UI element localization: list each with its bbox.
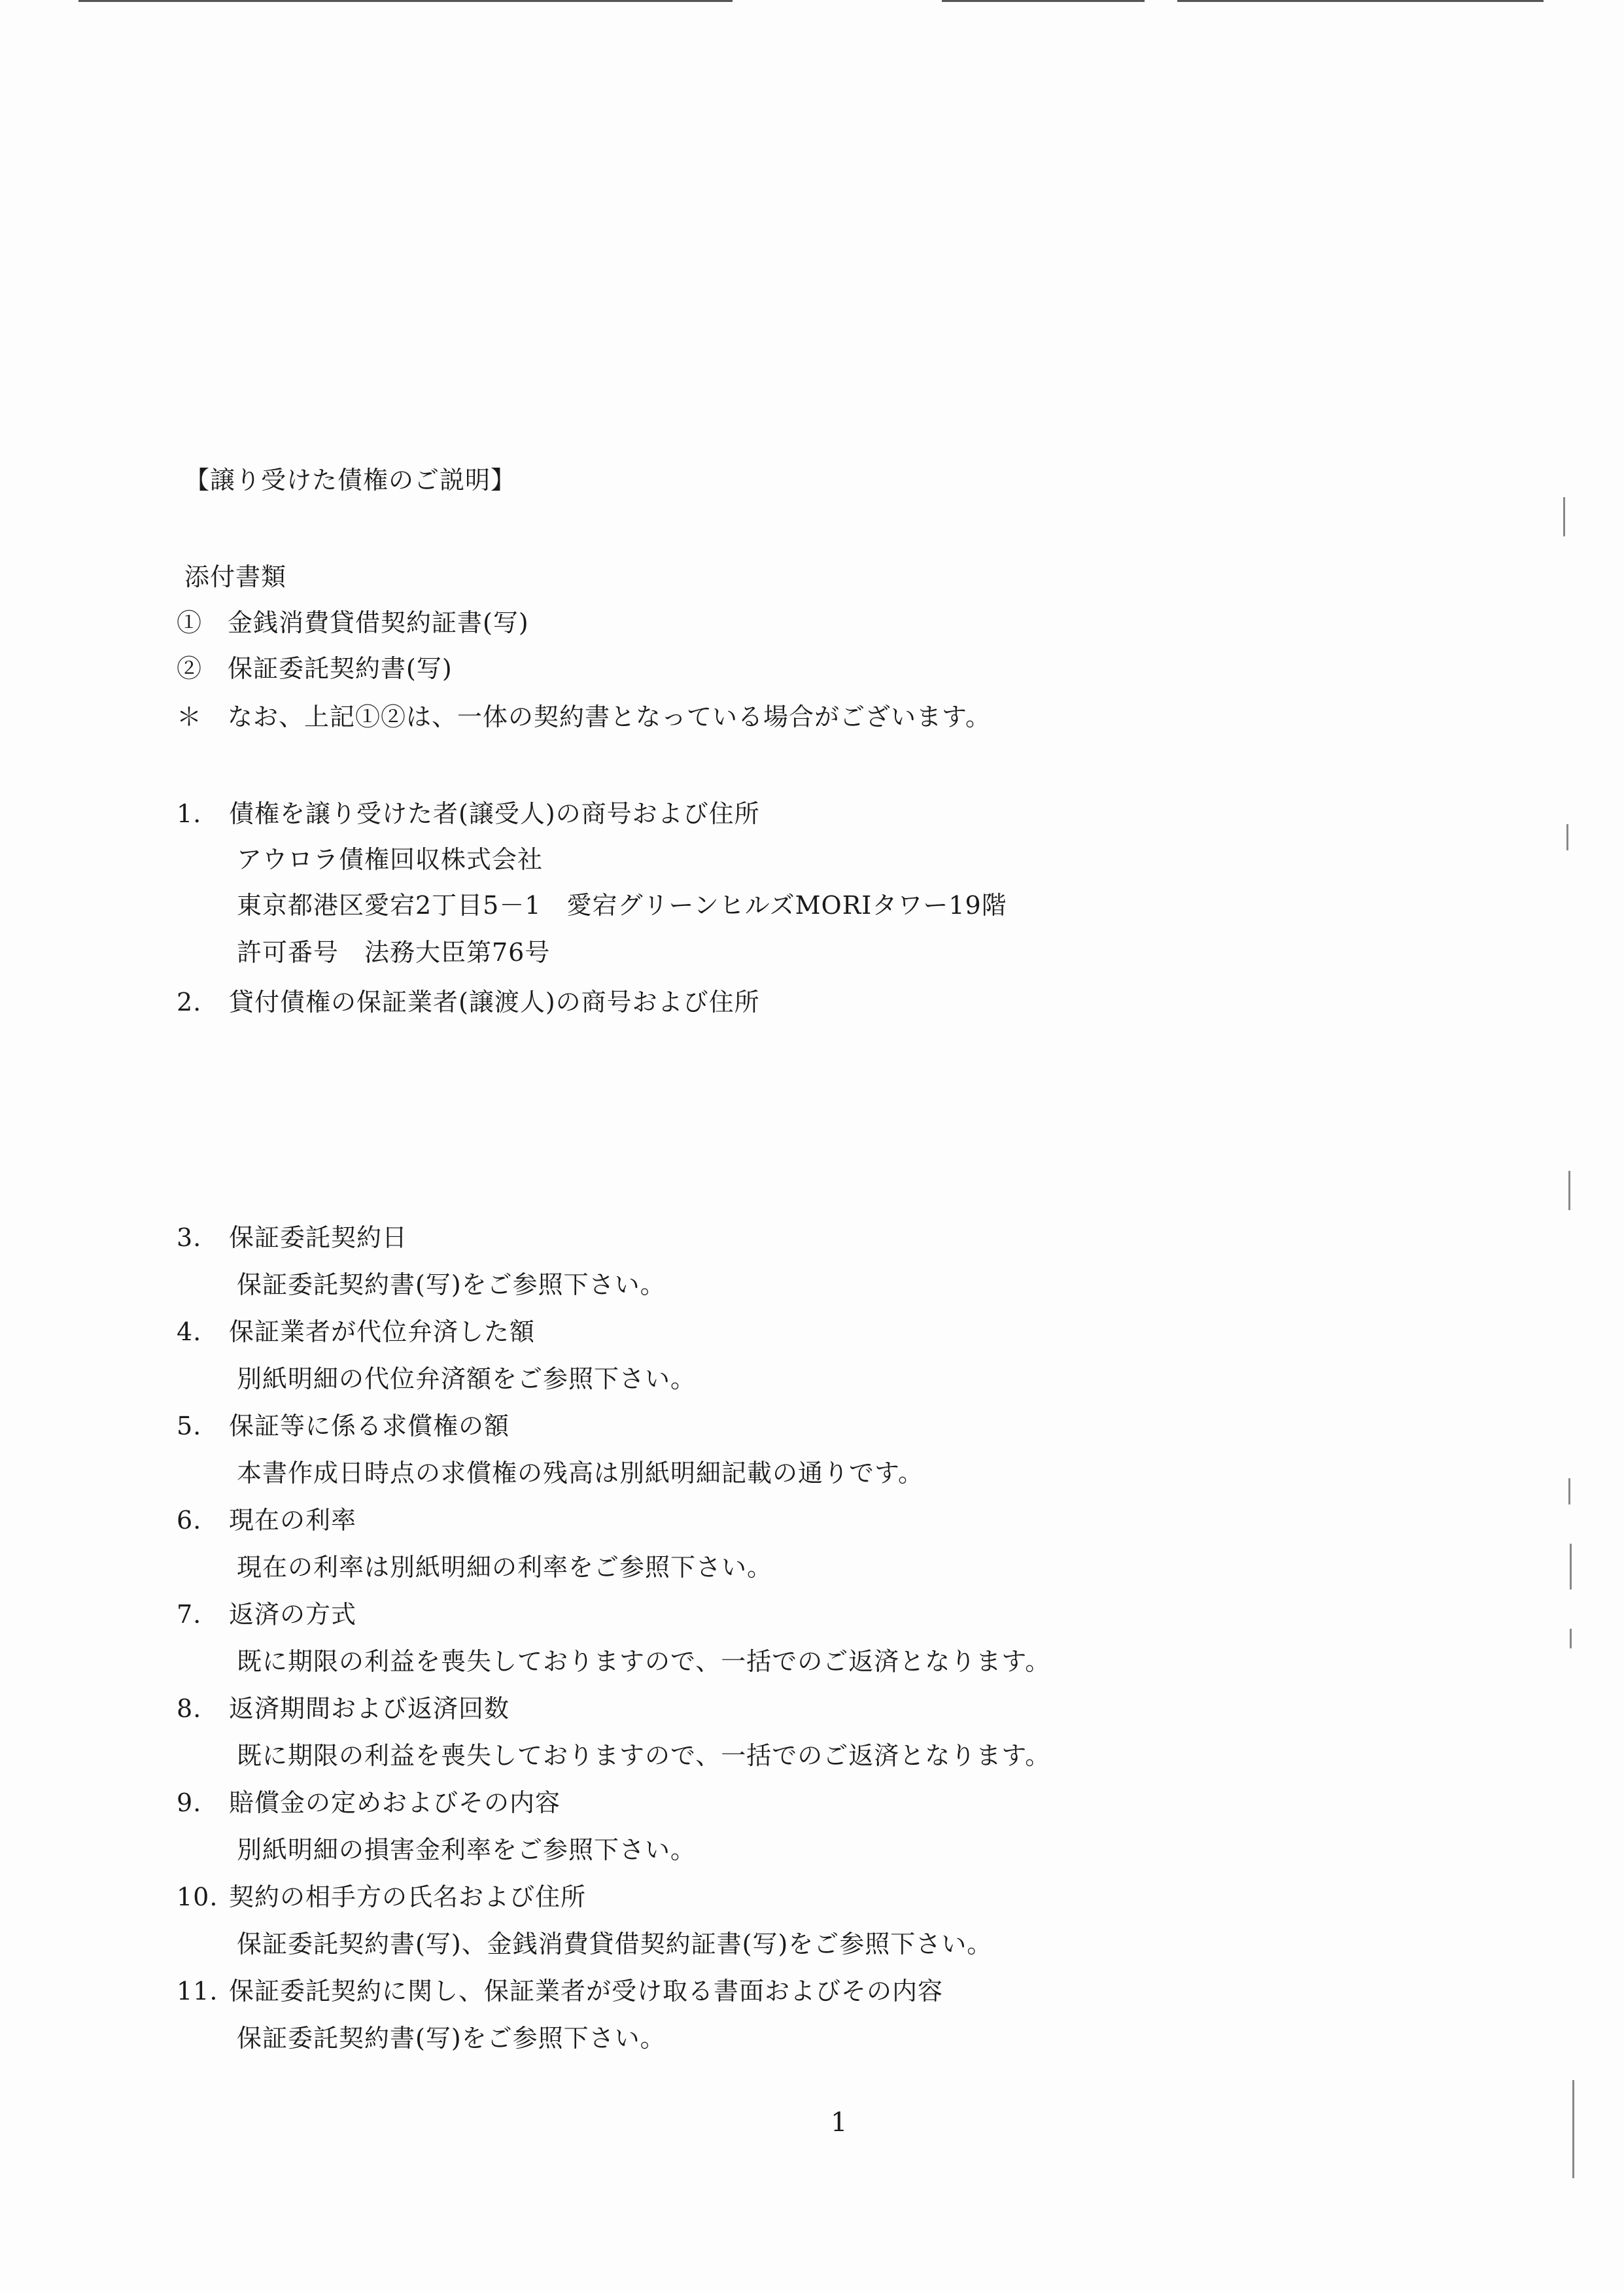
item-title: 債権を譲り受けた者(譲受人)の商号および住所 <box>229 799 760 828</box>
item-detail: 現在の利率は別紙明細の利率をご参照下さい。 <box>237 1553 773 1582</box>
item-title: 保証業者が代位弁済した額 <box>229 1317 536 1346</box>
item-number: 9. <box>177 1788 202 1817</box>
item-detail: 別紙明細の損害金利率をご参照下さい。 <box>237 1835 697 1864</box>
attachment-note: ＊ なお、上記①②は、一体の契約書となっている場合がございます。 <box>177 703 991 731</box>
list-item-title <box>177 1504 356 1536</box>
item-detail: 東京都港区愛宕2丁目5－1 愛宕グリーンヒルズMORIタワー19階 <box>237 891 1007 920</box>
item-detail: 許可番号 法務大臣第76号 <box>237 938 551 967</box>
item-detail: 保証委託契約書(写)、金銭消費貸借契約証書(写)をご参照下さい。 <box>237 1930 993 1958</box>
item-number: 7. <box>177 1600 202 1629</box>
scan-edge-mark <box>1563 497 1565 536</box>
item-number: 8. <box>177 1694 202 1723</box>
item-number: 6. <box>177 1506 202 1535</box>
item-title: 賠償金の定めおよびその内容 <box>229 1788 561 1817</box>
scan-edge-mark <box>1566 824 1568 850</box>
list-item-title <box>177 1975 943 2007</box>
scan-edge-mark <box>1570 1629 1572 1648</box>
list-item-title <box>177 1599 356 1630</box>
item-title: 返済期間および返済回数 <box>229 1694 510 1723</box>
scan-edge-mark <box>1570 1544 1572 1589</box>
item-title: 契約の相手方の氏名および住所 <box>229 1883 587 1911</box>
item-title: 保証委託契約に関し、保証業者が受け取る書面およびその内容 <box>229 1977 944 2005</box>
item-number: 4. <box>177 1317 202 1346</box>
scan-edge-mark <box>1572 2080 1574 2178</box>
item-title: 保証委託契約日 <box>229 1223 408 1252</box>
item-detail: 本書作成日時点の求償権の残高は別紙明細記載の通りです。 <box>237 1459 924 1487</box>
list-item-title <box>177 1316 535 1347</box>
item-detail: 別紙明細の代位弁済額をご参照下さい。 <box>237 1364 697 1393</box>
item-title: 現在の利率 <box>229 1506 357 1535</box>
list-item-title <box>177 1787 561 1818</box>
item-detail: 既に期限の利益を喪失しておりますので、一括でのご返済となります。 <box>237 1741 1051 1770</box>
item-number: 3. <box>177 1223 202 1252</box>
page-number: 1 <box>831 2108 848 2138</box>
attachment-item: ① 金銭消費貸借契約証書(写) <box>177 608 529 637</box>
item-detail: 保証委託契約書(写)をご参照下さい。 <box>237 1270 666 1299</box>
item-number: 11. <box>177 1977 218 2005</box>
scan-border-line <box>78 0 733 2</box>
item-number: 2. <box>177 988 202 1016</box>
section-title: 【譲り受けた債権のご説明】 <box>184 466 517 495</box>
scan-edge-mark <box>1568 1171 1570 1210</box>
list-item-title <box>177 1693 510 1724</box>
item-number: 5. <box>177 1412 202 1440</box>
item-detail: 保証委託契約書(写)をご参照下さい。 <box>237 2024 666 2053</box>
scan-edge-mark <box>1568 1478 1570 1504</box>
item-title: 返済の方式 <box>229 1600 357 1629</box>
list-item-title <box>177 798 760 829</box>
item-detail: アウロラ債権回収株式会社 <box>237 845 544 874</box>
attachments-heading: 添付書類 <box>184 563 287 591</box>
item-title: 保証等に係る求償権の額 <box>229 1412 510 1440</box>
list-item-title <box>177 986 760 1018</box>
scan-border-line <box>942 0 1145 2</box>
list-item-title <box>177 1222 407 1253</box>
list-item-title <box>177 1410 510 1442</box>
attachment-item: ② 保証委託契約書(写) <box>177 654 453 683</box>
scan-border-line <box>1177 0 1544 2</box>
item-number: 10. <box>177 1883 218 1911</box>
item-title: 貸付債権の保証業者(譲渡人)の商号および住所 <box>229 988 760 1016</box>
item-number: 1. <box>177 799 202 828</box>
list-item-title <box>177 1881 586 1913</box>
item-detail: 既に期限の利益を喪失しておりますので、一括でのご返済となります。 <box>237 1647 1051 1676</box>
